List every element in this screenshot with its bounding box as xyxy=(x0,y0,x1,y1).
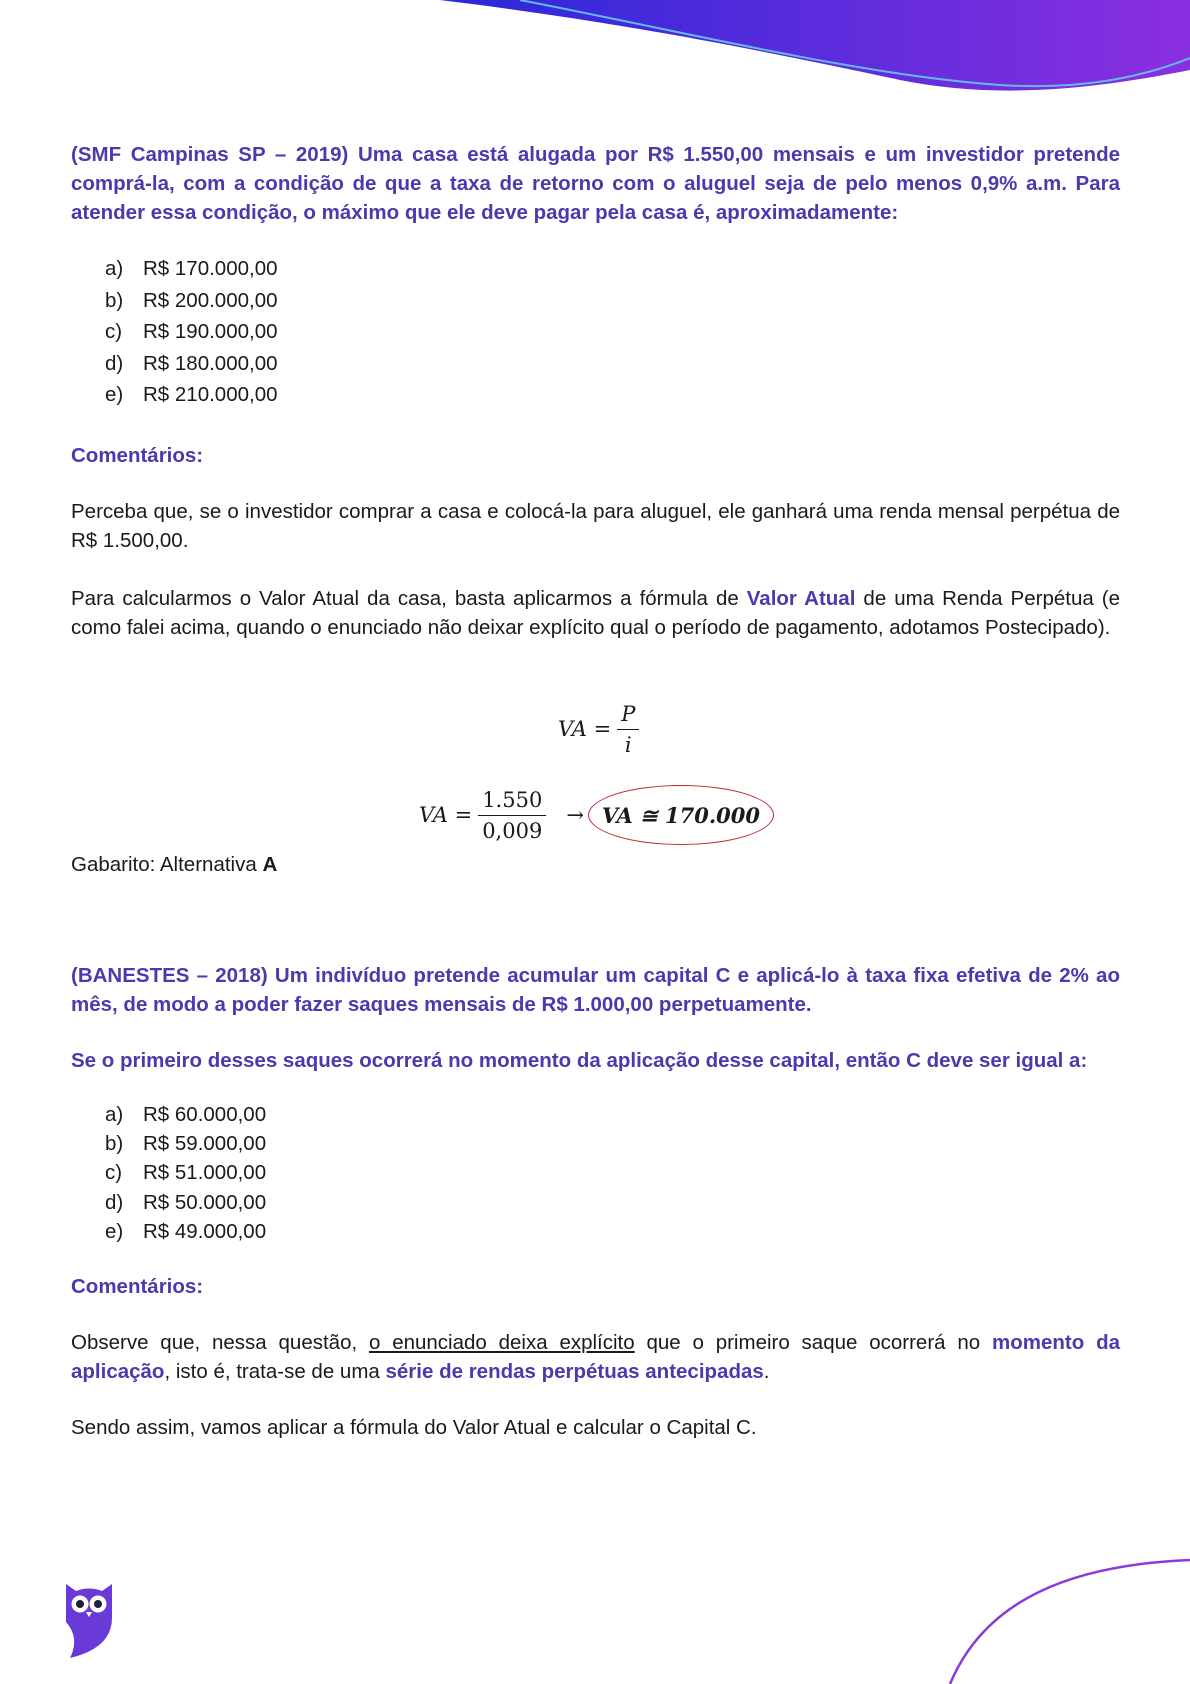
answer-letter: A xyxy=(262,852,278,876)
question-1-statement xyxy=(71,140,1120,227)
header-wave xyxy=(0,0,1190,110)
option-text: R$ 190.000,00 xyxy=(143,320,278,344)
option-letter: e) xyxy=(105,1219,124,1243)
question-2-condition: Se o primeiro desses saques ocorrerá no momento da aplicação desse capital, então C deve ser igual a: xyxy=(71,1048,1088,1072)
paragraph-text: Observe que, nessa questão, xyxy=(71,1330,369,1354)
option-text: R$ 210.000,00 xyxy=(143,383,278,407)
circled-result: VA ≅ 170.000 xyxy=(588,785,774,845)
option-text: R$ 49.000,00 xyxy=(143,1219,267,1243)
option-item[interactable] xyxy=(105,1158,1120,1187)
formula-lhs: VA = xyxy=(419,802,473,827)
highlight-rendas-antecipadas: série de rendas perpétuas antecipadas xyxy=(385,1359,764,1383)
question-1-answer xyxy=(71,850,1120,879)
denominator: 0,009 xyxy=(482,818,543,843)
option-letter: c) xyxy=(105,320,123,344)
owl-logo xyxy=(62,1578,116,1660)
question-1-options xyxy=(71,253,1120,411)
question-1-text: Uma casa está alugada por R$ 1.550,00 mensais e um investidor pretende comprá-la, com a condição de que a taxa de retorno com o aluguel seja de pelo menos 0,9% a.m. Para atender essa condição, o máximo que ele deve pagar pela casa é, aproximadamente: xyxy=(71,143,1121,224)
option-item[interactable] xyxy=(105,1100,1120,1129)
option-item[interactable] xyxy=(105,1188,1120,1217)
formula-va-p-over-i xyxy=(558,702,639,757)
numerator: 1.550 xyxy=(478,788,546,816)
paragraph-text: , isto é, trata-se de uma xyxy=(164,1359,386,1383)
option-text: R$ 51.000,00 xyxy=(143,1161,267,1185)
paragraph-text: de uma Renda Perpétua (e como falei acima, quando o enunciado não deixar explícito qual o período de pagamento, adotamos Postecipado). xyxy=(71,586,1120,639)
highlight-momento-aplicacao: momento da aplicação xyxy=(71,1330,1120,1383)
page-content xyxy=(71,140,1120,1442)
option-letter: b) xyxy=(105,288,124,312)
option-text: R$ 180.000,00 xyxy=(143,351,278,375)
option-text: R$ 50.000,00 xyxy=(143,1190,267,1214)
option-letter: a) xyxy=(105,257,124,280)
option-letter: e) xyxy=(105,383,124,407)
option-item[interactable] xyxy=(105,1129,1120,1158)
paragraph-text: . xyxy=(763,1359,770,1383)
option-letter: a) xyxy=(105,1102,124,1126)
paragraph-text: que o primeiro saque ocorrerá no xyxy=(634,1330,992,1354)
question-2-options xyxy=(71,1100,1120,1246)
arrow-icon: → xyxy=(566,802,584,827)
option-text: R$ 200.000,00 xyxy=(143,288,278,312)
footer-curve xyxy=(940,1545,1190,1684)
option-letter: d) xyxy=(105,351,124,375)
option-item[interactable] xyxy=(105,285,1120,317)
option-item[interactable] xyxy=(105,316,1120,348)
option-letter: d) xyxy=(105,1190,124,1214)
option-letter: b) xyxy=(105,1132,124,1156)
option-text: R$ 170.000,00 xyxy=(143,257,278,280)
highlight-valor-atual: Valor Atual xyxy=(746,586,856,610)
question-2-source: (BANESTES – 2018) xyxy=(71,963,268,987)
question-2-paragraph-2: Sendo assim, vamos aplicar a fórmula do Valor Atual e calcular o Capital C. xyxy=(71,1415,757,1439)
option-text: R$ 59.000,00 xyxy=(143,1132,267,1156)
answer-label: Gabarito: Alternativa xyxy=(71,852,263,876)
denominator: i xyxy=(624,733,632,757)
option-text: R$ 60.000,00 xyxy=(143,1102,267,1126)
question-1-paragraph-1: Perceba que, se o investidor comprar a casa e colocá-la para aluguel, ele ganhará uma renda mensal perpétua de R$ 1.500,00. xyxy=(71,499,1120,552)
formula-lhs: VA = xyxy=(558,717,612,741)
formula-va-computation xyxy=(419,785,774,845)
numerator: P xyxy=(617,702,639,730)
option-item[interactable] xyxy=(105,253,1120,285)
question-1-source: (SMF Campinas SP – 2019) xyxy=(71,143,349,166)
underlined-text: o enunciado deixa explícito xyxy=(368,1330,635,1354)
question-2-text: Um indivíduo pretende acumular um capital C e aplicá-lo à taxa fixa efetiva de 2% ao mês, de modo a poder fazer saques mensais de R$ 1.000,00 perpetuamente. xyxy=(71,963,1120,1016)
option-item[interactable] xyxy=(105,1217,1120,1246)
question-1-comment-heading: Comentários: xyxy=(71,443,204,467)
option-item[interactable] xyxy=(105,379,1120,411)
fraction xyxy=(617,702,639,757)
option-letter: c) xyxy=(105,1161,123,1185)
option-item[interactable] xyxy=(105,348,1120,380)
question-1-paragraph-2 xyxy=(71,584,1120,642)
question-2-statement xyxy=(71,961,1120,1019)
fraction xyxy=(478,788,546,843)
question-2-paragraph-1 xyxy=(71,1328,1120,1386)
question-2-comment-heading: Comentários: xyxy=(71,1274,204,1298)
paragraph-text: Para calcularmos o Valor Atual da casa, basta aplicarmos a fórmula de xyxy=(71,586,747,610)
